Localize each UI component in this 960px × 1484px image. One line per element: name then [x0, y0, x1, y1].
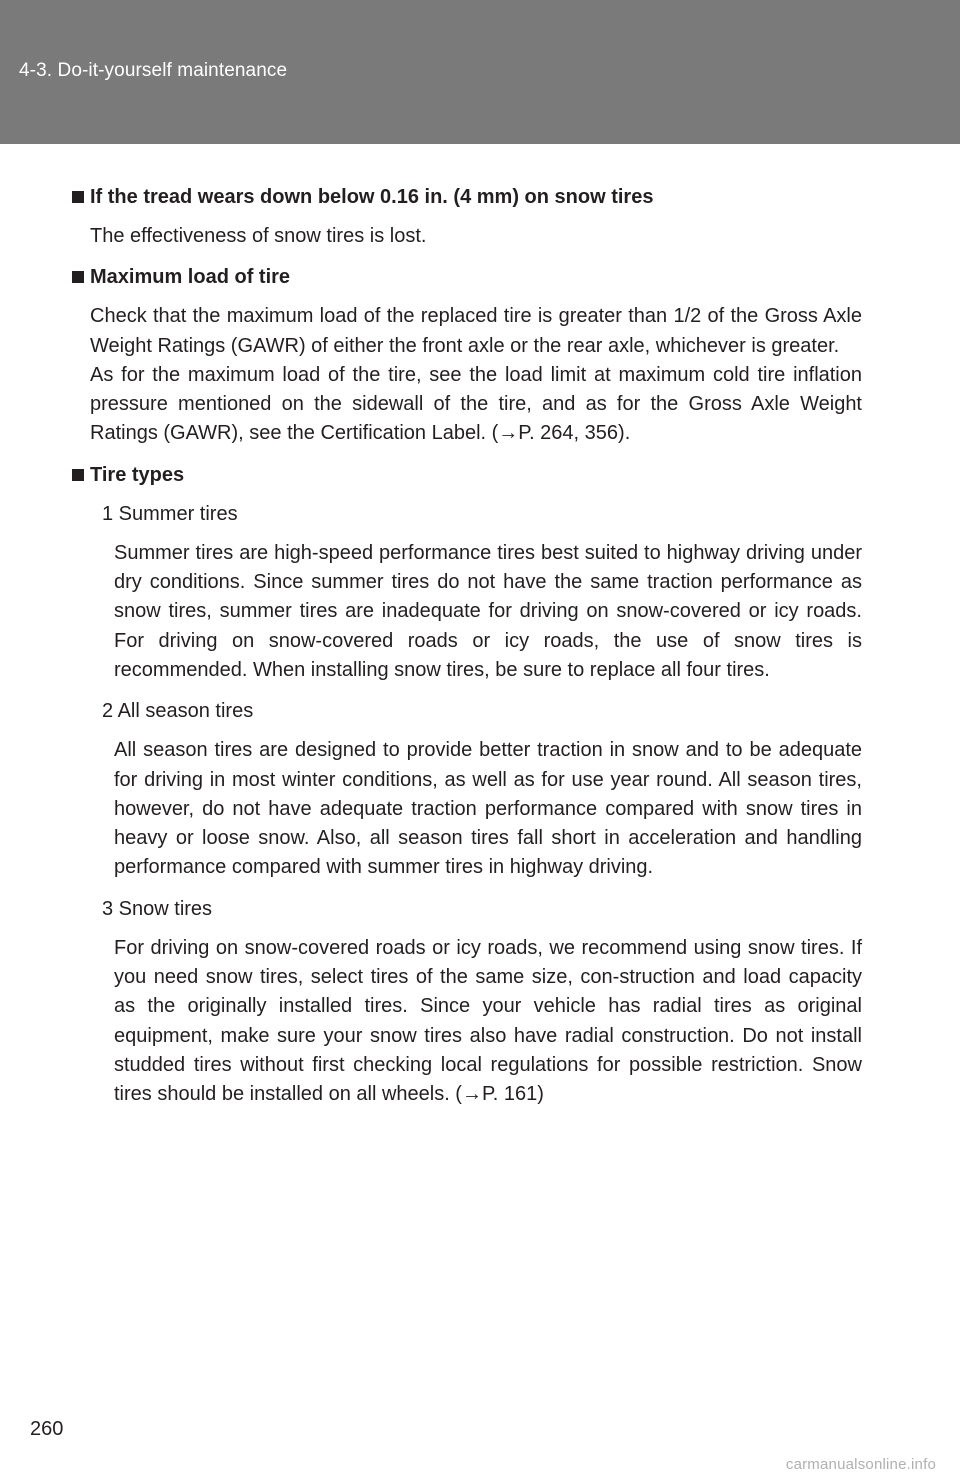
page-number: 260: [30, 1418, 64, 1440]
watermark-text: carmanualsonline.info: [785, 1456, 936, 1473]
section-title-tire-types: Tire types: [72, 461, 862, 490]
section-title-maximum-load: Maximum load of tire: [72, 263, 862, 292]
list-item-text-all-season: All season tires are designed to provide better traction in snow and to be adequate for driving in most winter conditions, as well as for use year round. All season tires, however, do not have adequate traction performance compared with snow tires in heavy or loose snow. Also, all season tires fall short in acceleration and handling performance compared with summer tires in highway driving.: [114, 739, 862, 879]
paragraph: Check that the maximum load of the replaced tire is greater than 1/2 of the Gross Axle Weight Ratings (GAWR) of either the front axle or the rear axle, whichever is greater.: [90, 305, 862, 357]
section-title-tread-wear: If the tread wears down below 0.16 in. (4 mm) on snow tires: [72, 183, 862, 212]
list-item-heading-all-season: 2 All season tires: [102, 700, 254, 723]
square-bullet-icon: [72, 271, 84, 283]
list-item-heading-snow: 3 Snow tires: [102, 897, 213, 920]
section-breadcrumb: 4-3. Do-it-yourself maintenance: [19, 60, 288, 81]
page-header: [0, 0, 960, 144]
paragraph: The effectiveness of snow tires is lost.: [90, 225, 427, 247]
list-item-text-summer: Summer tires are high-speed performance tires best suited to highway driving under dry conditions. Since summer tires do not have the same traction performance as snow tires, summer tires are inadequate for driving on snow-covered or icy roads. For driving on snow-covered roads or icy roads, the use of snow tires is recommended. When installing snow tires, be sure to replace all four tires.: [114, 541, 862, 681]
paragraph: As for the maximum load of the tire, see the load limit at maximum cold tire inflation pressure mentioned on the sidewall of the tire, and as for the Gross Axle Weight Ratings (GAWR), see the Certification Label. (→P. 264, 356).: [90, 363, 862, 445]
list-item-text-snow: For driving on snow-covered roads or icy roads, we recommend using snow tires. If you need snow tires, select tires of the same size, con-struction and load capacity as the originally installed tires. Since your vehicle has radial tires as original equipment, make sure your snow tires also have radial construction. Do not install studded tires without first checking local regulations for possible restriction. Snow tires should be installed on all wheels. (→P. 161): [114, 936, 862, 1106]
page-content: [72, 183, 862, 1110]
square-bullet-icon: [72, 191, 84, 203]
square-bullet-icon: [72, 469, 84, 481]
list-item-heading-summer: 1 Summer tires: [102, 502, 238, 525]
